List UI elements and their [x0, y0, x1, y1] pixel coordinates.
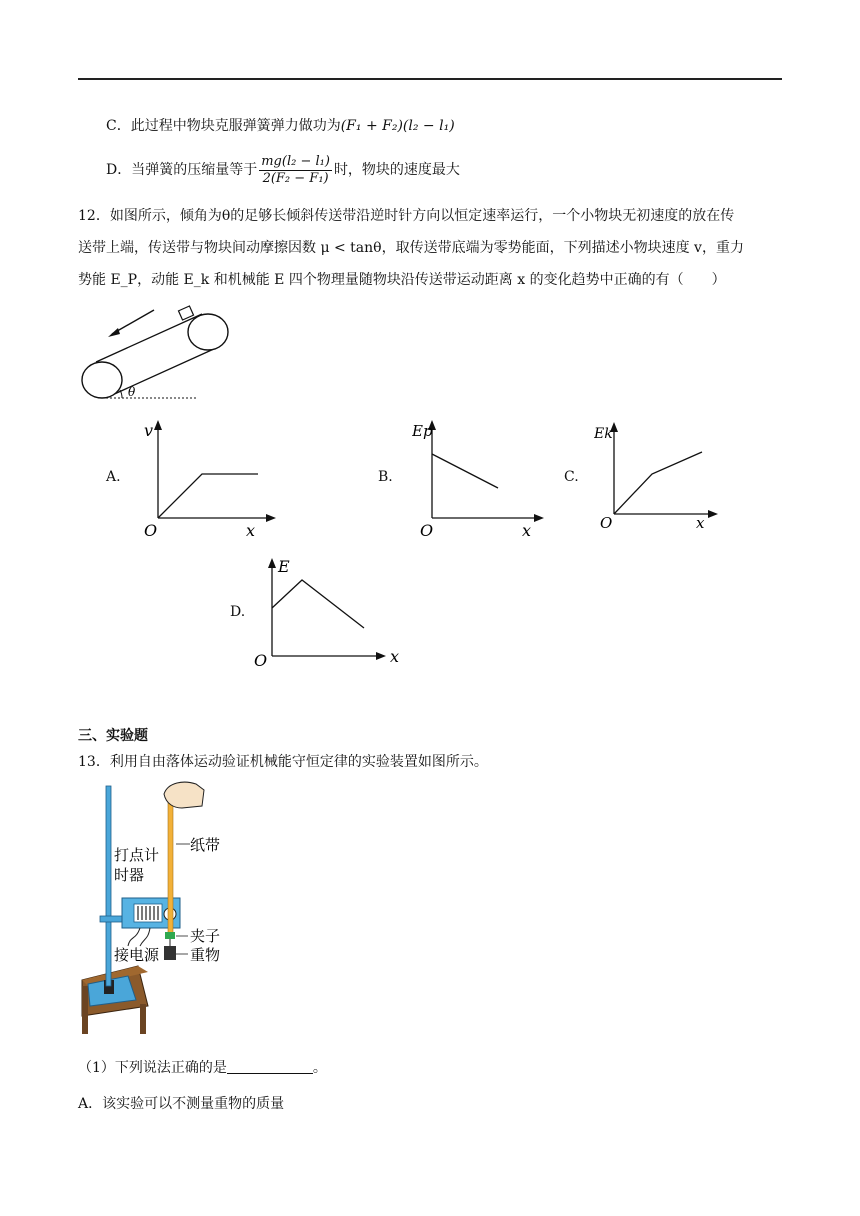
graph-b-label: B. [378, 469, 393, 485]
timer-label-1: 打点计 [114, 846, 160, 864]
graph-b-ylabel: Ep [412, 422, 433, 440]
clip-label: 夹子 [190, 927, 221, 945]
q13-text: 13．利用自由落体运动验证机械能守恒定律的实验装置如图所示。 [78, 754, 488, 770]
tape-label: 纸带 [190, 836, 221, 854]
graph-b [412, 418, 552, 540]
graph-b-origin: O [420, 521, 434, 540]
section-title: 三、实验题 [78, 728, 148, 744]
angle-label: θ [128, 385, 136, 399]
graph-c [594, 418, 724, 534]
graph-c-origin: O [600, 514, 613, 532]
fraction: $\frac{\text{mg(l₂ − l₁)}}{\text{2(F₂ − F₁)}}$ [261, 153, 330, 186]
graph-d [252, 550, 404, 672]
answer-blank[interactable] [227, 1059, 313, 1074]
header-rule [78, 78, 782, 80]
graph-a-origin: O [144, 521, 158, 540]
q12-line1: 12．如图所示，倾角为θ的足够长倾斜传送带沿逆时针方向以恒定速率运行，一个小物块无初速度的放在传 [78, 208, 735, 224]
graph-d-ylabel: E [278, 557, 290, 576]
graph-c-xlabel: x [696, 514, 705, 532]
graph-d-label: D. [230, 604, 246, 620]
q13-option-a: A．该实验可以不测量重物的质量 [78, 1096, 285, 1112]
graph-c-label: C. [564, 469, 579, 485]
graph-a-xlabel: x [246, 521, 256, 540]
apparatus-figure [78, 780, 238, 1036]
graph-b-xlabel: x [522, 521, 532, 540]
graph-c-ylabel: Ek [594, 426, 613, 442]
option-d: D．当弹簧的压缩量等于 $\frac{\text{mg(l₂ − l₁)}}{\text{2(F₂ − F₁)}}$ 时，物块的速度最大 [106, 153, 460, 186]
q13-sub1: （1）下列说法正确的是 。 [78, 1060, 327, 1076]
q12-line2: 送带上端，传送带与物块间动摩擦因数 μ < tanθ，取传送带底端为零势能面，下列描述小物块速度 v，重力 [78, 240, 744, 256]
timer-label-2: 时器 [114, 866, 145, 884]
graph-a-ylabel: v [144, 421, 154, 440]
graph-a-label: A. [106, 469, 121, 485]
q12-line3: 势能 E_P，动能 E_k 和机械能 E 四个物理量随物块沿传送带运动距离 x 的变化趋势中正确的有（ ） [78, 272, 726, 288]
option-c: C．此过程中物块克服弹簧弹力做功为(F₁ + F₂)(l₂ − l₁) [106, 118, 455, 134]
graph-d-xlabel: x [390, 647, 400, 666]
graph-d-origin: O [254, 651, 268, 670]
graph-a [138, 418, 278, 540]
power-label: 接电源 [114, 946, 160, 964]
conveyor-belt-figure [74, 300, 234, 402]
weight-label: 重物 [190, 946, 221, 964]
